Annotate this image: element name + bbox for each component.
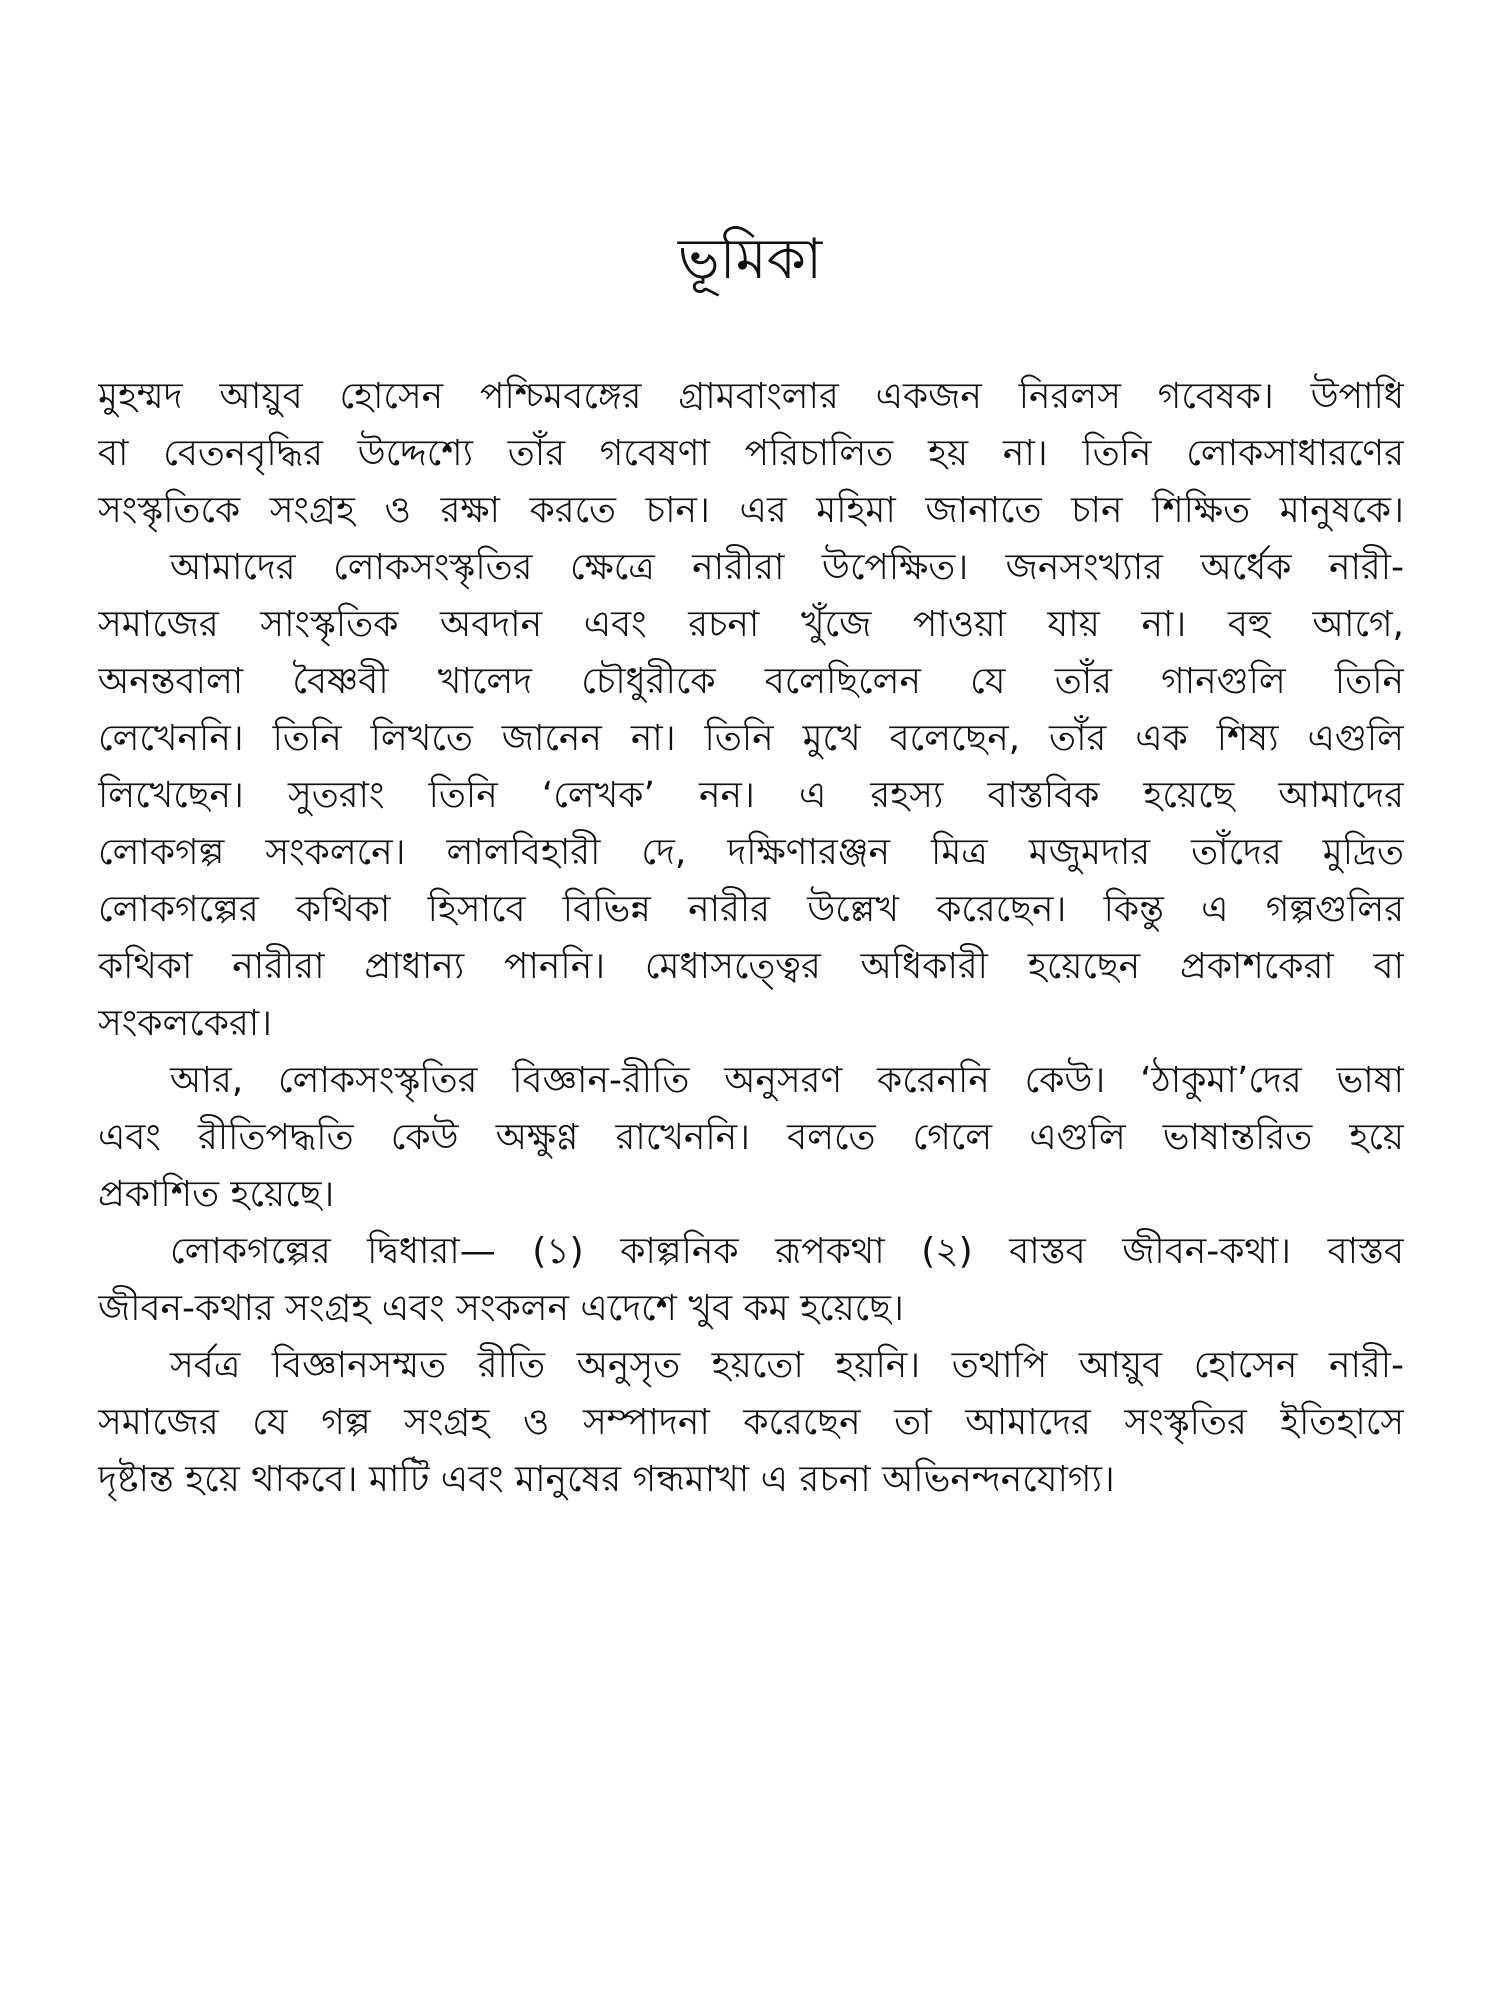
paragraph [98, 1223, 1404, 1337]
text-line: বা বেতনবৃদ্ধির উদ্দেশ্যে তাঁর গবেষণা পরিচালিত হয় না। তিনি লোকসাধারণের [98, 433, 1404, 474]
text-line: লিখেছেন। সুতরাং তিনি ‘লেখক’ নন। এ রহস্য বাস্তবিক হয়েছে আমাদের [98, 775, 1404, 816]
text-line: অনন্তবালা বৈষ্ণবী খালেদ চৌধুরীকে বলেছিলেন যে তাঁর গানগুলি তিনি [98, 661, 1404, 702]
text-line: মুহম্মদ আয়ুব হোসেন পশ্চিমবঙ্গের গ্রামবাংলার একজন নিরলস গবেষক। উপাধি [98, 376, 1404, 417]
text-line: সংস্কৃতিকে সংগ্রহ ও রক্ষা করতে চান। এর মহিমা জানাতে চান শিক্ষিত মানুষকে। [98, 490, 1404, 531]
paragraph [98, 1337, 1404, 1508]
paragraph [98, 368, 1404, 539]
paragraph [98, 1052, 1404, 1223]
text-line: আমাদের লোকসংস্কৃতির ক্ষেত্রে নারীরা উপেক্ষিত। জনসংখ্যার অর্ধেক নারী- [170, 547, 1404, 588]
text-line: কথিকা নারীরা প্রাধান্য পাননি। মেধাসত্ত্বের অধিকারী হয়েছেন প্রকাশকেরা বা [98, 946, 1404, 987]
text-line: আর, লোকসংস্কৃতির বিজ্ঞান-রীতি অনুসরণ করেননি কেউ। ‘ঠাকুমা’দের ভাষা [170, 1060, 1404, 1101]
paragraph [98, 539, 1404, 1052]
text-line: দৃষ্টান্ত হয়ে থাকবে। মাটি এবং মানুষের গন্ধমাখা এ রচনা অভিনন্দনযোগ্য। [98, 1459, 1115, 1500]
text-line: সমাজের সাংস্কৃতিক অবদান এবং রচনা খুঁজে পাওয়া যায় না। বহু আগে, [98, 604, 1404, 645]
text-line: লোকগল্পের কথিকা হিসাবে বিভিন্ন নারীর উল্লেখ করেছেন। কিন্তু এ গল্পগুলির [98, 889, 1404, 930]
text-line: প্রকাশিত হয়েছে। [98, 1174, 335, 1215]
text-line: লোকগল্পের দ্বিধারা— (১) কাল্পনিক রূপকথা (২) বাস্তব জীবন-কথা। বাস্তব [170, 1231, 1404, 1272]
text-line: এবং রীতিপদ্ধতি কেউ অক্ষুণ্ণ রাখেননি। বলতে গেলে এগুলি ভাষান্তরিত হয়ে [98, 1117, 1404, 1158]
text-line: সর্বত্র বিজ্ঞানসম্মত রীতি অনুসৃত হয়তো হয়নি। তথাপি আয়ুব হোসেন নারী- [170, 1345, 1404, 1386]
text-line: লেখেননি। তিনি লিখতে জানেন না। তিনি মুখে বলেছেন, তাঁর এক শিষ্য এগুলি [98, 718, 1404, 759]
body-text [98, 368, 1404, 1508]
page-title: ভূমিকা [677, 227, 823, 292]
text-line: সংকলকেরা। [98, 1003, 273, 1044]
text-line: লোকগল্প সংকলনে। লালবিহারী দে, দক্ষিণারঞ্জন মিত্র মজুমদার তাঁদের মুদ্রিত [98, 832, 1404, 873]
text-line: জীবন-কথার সংগ্রহ এবং সংকলন এদেশে খুব কম হয়েছে। [98, 1288, 904, 1329]
text-line: সমাজের যে গল্প সংগ্রহ ও সম্পাদনা করেছেন তা আমাদের সংস্কৃতির ইতিহাসে [98, 1402, 1404, 1443]
